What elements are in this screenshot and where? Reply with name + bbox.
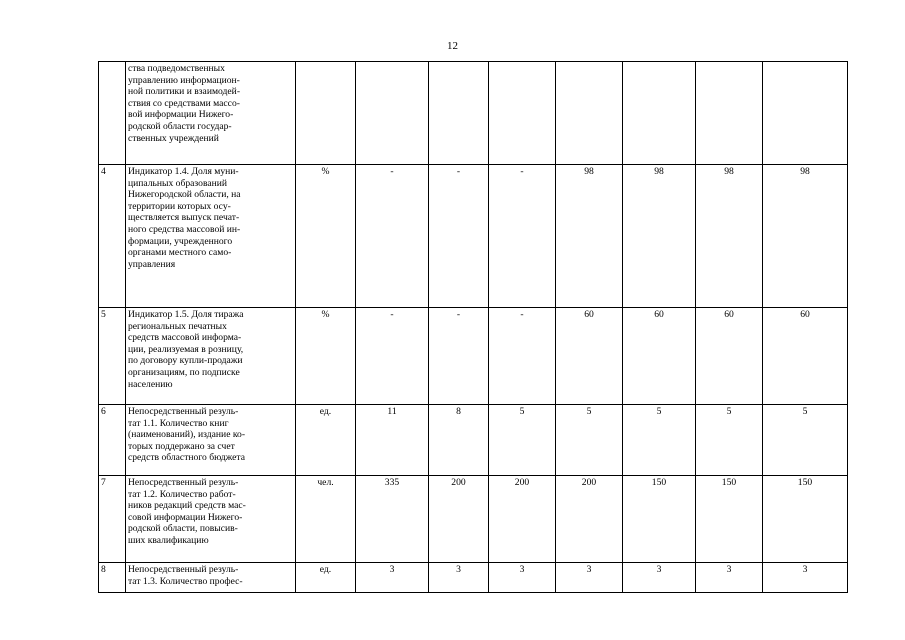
value-cell: 98 bbox=[763, 165, 848, 308]
unit-cell bbox=[296, 62, 356, 165]
value-cell: 335 bbox=[356, 476, 429, 563]
value-cell: 5 bbox=[556, 405, 623, 476]
value-cell bbox=[356, 62, 429, 165]
value-cell: 60 bbox=[556, 308, 623, 405]
unit-cell: ед. bbox=[296, 405, 356, 476]
value-cell: - bbox=[489, 165, 556, 308]
value-cell: 150 bbox=[696, 476, 763, 563]
value-cell: - bbox=[356, 308, 429, 405]
table-row bbox=[99, 563, 848, 593]
indicator-name-cell bbox=[126, 563, 296, 593]
value-cell: 3 bbox=[696, 563, 763, 593]
indicator-name-cell bbox=[126, 165, 296, 308]
value-cell: 8 bbox=[429, 405, 489, 476]
row-number-cell: 7 bbox=[99, 476, 126, 563]
value-cell: 5 bbox=[763, 405, 848, 476]
table-row bbox=[99, 405, 848, 476]
value-cell: 5 bbox=[696, 405, 763, 476]
indicator-name-text: Индикатор 1.4. Доля муни- ципальных образований Нижегородской области, на территории которых осу- ществляется выпуск печат- ного средства массовой ин- формации, учрежденного органами местного само- управления bbox=[128, 166, 241, 270]
row-number-cell: 8 bbox=[99, 563, 126, 593]
value-cell: 98 bbox=[623, 165, 696, 308]
value-cell: - bbox=[489, 308, 556, 405]
value-cell: 3 bbox=[429, 563, 489, 593]
value-cell: 5 bbox=[623, 405, 696, 476]
value-cell bbox=[623, 62, 696, 165]
value-cell: 11 bbox=[356, 405, 429, 476]
value-cell: 200 bbox=[489, 476, 556, 563]
value-cell: - bbox=[429, 165, 489, 308]
value-cell: 98 bbox=[696, 165, 763, 308]
value-cell bbox=[489, 62, 556, 165]
row-number-cell: 6 bbox=[99, 405, 126, 476]
table-row bbox=[99, 476, 848, 563]
value-cell bbox=[429, 62, 489, 165]
value-cell: - bbox=[356, 165, 429, 308]
row-number-cell: 4 bbox=[99, 165, 126, 308]
indicators-table bbox=[98, 61, 848, 593]
indicator-name-text: ства подведомственных управлению информацион- ной политики и взаимодей- ствия со средствами массо- вой информации Нижего- родской области государ- ственных учреждений bbox=[128, 63, 241, 144]
value-cell: 3 bbox=[356, 563, 429, 593]
value-cell bbox=[556, 62, 623, 165]
value-cell: - bbox=[429, 308, 489, 405]
value-cell: 3 bbox=[763, 563, 848, 593]
row-number-cell: 5 bbox=[99, 308, 126, 405]
unit-cell: % bbox=[296, 165, 356, 308]
value-cell bbox=[696, 62, 763, 165]
value-cell: 150 bbox=[623, 476, 696, 563]
value-cell: 200 bbox=[556, 476, 623, 563]
value-cell: 150 bbox=[763, 476, 848, 563]
value-cell: 3 bbox=[489, 563, 556, 593]
unit-cell: % bbox=[296, 308, 356, 405]
indicator-name-cell bbox=[126, 476, 296, 563]
indicator-name-text: Непосредственный резуль- тат 1.3. Количество профес- bbox=[128, 564, 243, 587]
unit-cell: ед. bbox=[296, 563, 356, 593]
value-cell: 3 bbox=[623, 563, 696, 593]
unit-cell: чел. bbox=[296, 476, 356, 563]
table-body bbox=[99, 62, 848, 593]
indicator-name-cell bbox=[126, 405, 296, 476]
value-cell bbox=[763, 62, 848, 165]
value-cell: 60 bbox=[763, 308, 848, 405]
value-cell: 98 bbox=[556, 165, 623, 308]
indicator-name-text: Непосредственный резуль- тат 1.1. Количество книг (наименований), издание ко- торых поддержано за счет средств областного бюджета bbox=[128, 406, 246, 464]
value-cell: 5 bbox=[489, 405, 556, 476]
indicator-name-cell bbox=[126, 62, 296, 165]
table-row bbox=[99, 165, 848, 308]
value-cell: 3 bbox=[556, 563, 623, 593]
indicator-name-text: Непосредственный резуль- тат 1.2. Количество работ- ников редакций средств мас- совой информации Нижего- родской области, повысив- ших квалификацию bbox=[128, 477, 246, 546]
row-number-cell bbox=[99, 62, 126, 165]
indicator-name-cell bbox=[126, 308, 296, 405]
indicator-name-text: Индикатор 1.5. Доля тиража региональных печатных средств массовой информа- ции, реализуемая в розницу, по договору купли-продажи организациям, по подписке населению bbox=[128, 309, 244, 390]
value-cell: 200 bbox=[429, 476, 489, 563]
value-cell: 60 bbox=[696, 308, 763, 405]
table-row bbox=[99, 62, 848, 165]
table-row bbox=[99, 308, 848, 405]
value-cell: 60 bbox=[623, 308, 696, 405]
page-number: 12 bbox=[447, 40, 458, 52]
